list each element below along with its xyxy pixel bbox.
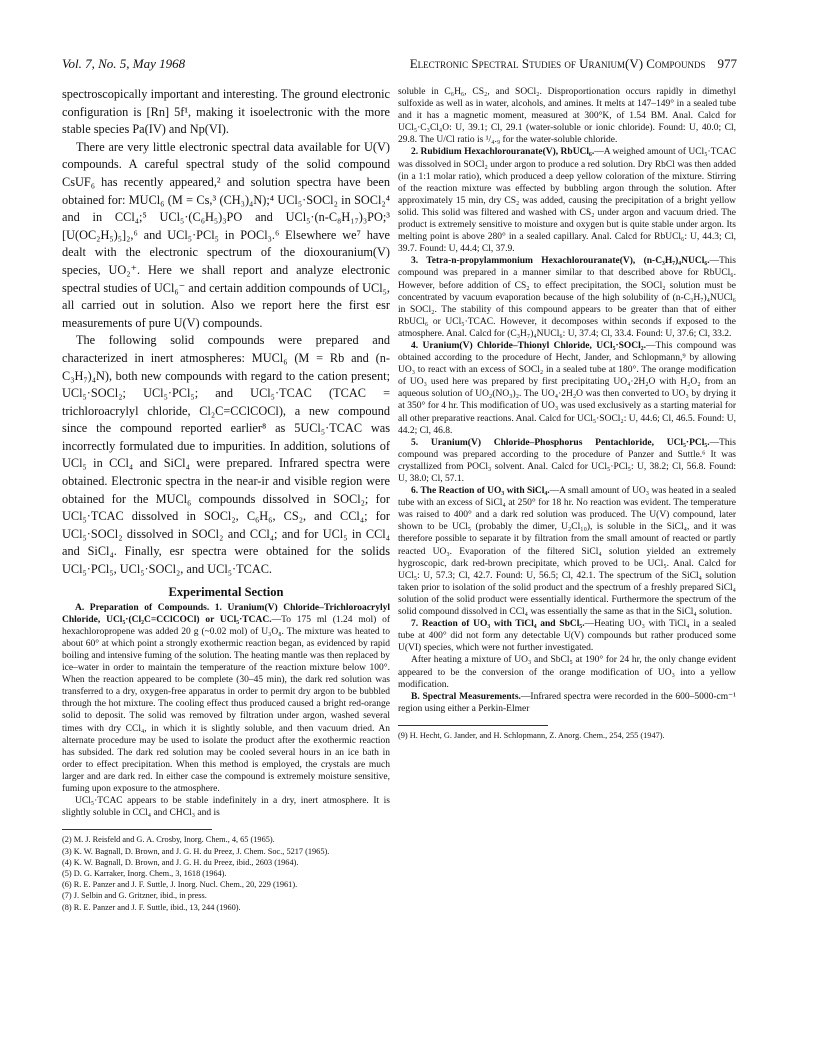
footnote: (6) R. E. Panzer and J. F. Suttle, J. Inorg. Nucl. Chem., 20, 229 (1961). (62, 880, 298, 890)
footnote-rule (398, 725, 548, 726)
running-header (62, 56, 737, 76)
paragraph-text: —This compound was obtained according to the procedure of Hecht, Jander, and Schlopmann,⁹ by allowing UO₃ to react with an excess of SOCl₂ in a sealed tube at 180°. The orange modification of UO₃ used here was prepared by first precipitating UO₄·2H₂O with H₂O₂ from an aqueous solution of UO₂(NO₃)₂. The UO₄·2H₂O was then converted to UO₃ by drying it at 350° for 4 hr. This modification of UO₃ was used exclusively as a starting material for all other preparative reactions. Anal. Calcd for UCl₅·SOCl₂: U, 44.6; Cl, 46.5. Found: U, 44.2; Cl, 46.8. (398, 340, 736, 436)
footnote: (8) R. E. Panzer and J. F. Suttle, ibid., 13, 244 (1960). (62, 902, 241, 912)
experimental-paragraph (62, 602, 390, 796)
section-heading: Experimental Section (168, 584, 284, 599)
footnote: (4) K. W. Bagnall, D. Brown, and J. G. H. du Preez, ibid., 2603 (1964). (62, 857, 299, 867)
subsection-title: A. Preparation of Compounds. 1. Uranium(V) Chloride–Trichloroacrylyl Chloride, UCl₅·(Cl₂C=CClCOCl) or UCl₅·TCAC. (62, 602, 390, 625)
footnote: (2) M. J. Reisfeld and G. A. Crosby, Inorg. Chem., 4, 65 (1965). (62, 835, 275, 845)
right-column (398, 86, 736, 741)
paragraph-text: —A weighed amount of UCl₅·TCAC was dissolved in SOCl₂ under argon to produce a red solution. Dry RbCl was then added (in a 1:1 molar ratio), which produced a deep yellow coloration of the mixture. Stirring of the reaction mixture was effected by bubbling argon through the solution. After approximately 15 min, dry CS₂ was added, causing the precipitation of a bright yellow solid. This solid was filtered and washed with CS₂ under argon and vacuum dried. The product is extremely sensitive to moisture and oxygen but is quite stable under argon. Its melting point is above 280° in a sealed capillary. Anal. Calcd for RbUCl₆: U, 44.3; Cl, 39.7. Found: U, 44.4; Cl, 37.9. (398, 147, 737, 255)
experimental-paragraph (398, 255, 736, 340)
paragraph: After heating a mixture of UO₃ and SbCl₅ at 190° for 24 hr, the only change evident appeared to be the conversion of the orange modification of UO₃ into a yellow modification. (398, 655, 736, 690)
subsection-title: 3. Tetra-n-propylammonium Hexachlorouranate(V), (n-C₃H₇)₄NUCl₆. (411, 256, 710, 267)
experimental-paragraph (398, 618, 736, 654)
paragraph-text: —This compound was prepared in a manner similar to that described above for RbUCl₆. However, before addition of CS₂ to effect precipitation, the SOCl₂ solution must be concentrated by vacuum evaporation because of the high solubility of (n-C₃H₇)₄NUCl₆ in SOCl₂. The stability of this compound appears to be greater than that of either RbUCl₆ or UCl₅·TCAC. However, it decomposes within seconds if exposed to the atmosphere. Anal. Calcd for (C₃H₇)₄NUCl₆: U, 37.4; Cl, 33.4. Found: U, 37.6; Cl, 33.2. (398, 256, 736, 339)
paragraph: UCl₅·TCAC appears to be stable indefinitely in a dry, inert atmosphere. It is slightly soluble in CCl₄ and CHCl₃ and is (62, 796, 390, 819)
experimental-paragraph (398, 340, 736, 437)
footnotes (62, 834, 390, 912)
page-number: 977 (717, 56, 737, 71)
paragraph-text: —This compound was prepared according to the procedure of Panzer and Suttle.⁶ It was crystallized from POCl₃ solvent. Anal. Calcd for UCl₅·PCl₅: U, 38.2; Cl, 56.8. Found: U, 38.0; Cl, 57.1. (398, 437, 736, 484)
paragraph: spectroscopically important and interesting. The ground electronic configuration is [Rn] 5f¹, making it isoelectronic with the more stable species Pa(IV) and Np(VI). (62, 87, 390, 137)
experimental-paragraph (398, 146, 736, 255)
paragraph: The following solid compounds were prepared and characterized in inert atmospheres: MUCl₆ (M = Rb and (n-C₃H₇)₄N), both new compounds with regard to the cation present; UCl₅·SOCl₂; UCl₅·PCl₅; and UCl₅·TCAC (TCAC = trichloroacrylyl chloride, Cl₂C=CClCOCl), a new compound since the compound reported earlier⁸ as 5UCl₅·TCAC was incorrectly formulated due to impurities. In addition, solutions of UCl₅ in CCl₄ and SiCl₄ were prepared. Infrared spectra were obtained. Electronic spectra in the near-ir and visible region were obtained for the MUCl₆ compounds dissolved in SOCl₂; for UCl₅·TCAC dissolved in SOCl₂, C₆H₆, CS₂, and CCl₄; for UCl₅·SOCl₂ dissolved in SOCl₂ and CCl₄; and for UCl₅ in CCl₄ and SiCl₄. Finally, esr spectra were obtained for the solids UCl₅·PCl₅, UCl₅·SOCl₂, and UCl₅·TCAC. (62, 333, 390, 577)
experimental-paragraph (398, 437, 736, 485)
subsection-title: 7. Reaction of UO₃ with TiCl₄ and SbCl₅. (411, 619, 585, 630)
footnote: (5) D. G. Karraker, Inorg. Chem., 3, 1618 (1964). (62, 868, 227, 878)
subsection-title: 5. Uranium(V) Chloride–Phosphorus Pentachloride, UCl₅·PCl₅. (411, 437, 710, 448)
footnote-rule (62, 829, 212, 830)
paragraph-text: —Infrared spectra were recorded in the 600–5000-cm⁻¹ region using either a Perkin-Elmer (398, 691, 736, 714)
footnote: (9) H. Hecht, G. Jander, and H. Schlopmann, Z. Anorg. Chem., 254, 255 (1947). (398, 730, 665, 740)
subsection-title: 6. The Reaction of UO₃ with SiCl₄. (411, 486, 550, 497)
running-title: Electronic Spectral Studies of Uranium(V) Compounds (409, 56, 706, 71)
subsection-title: B. Spectral Measurements. (411, 691, 521, 702)
paragraph: soluble in C₆H₆, CS₂, and SOCl₂. Disproportionation occurs rapidly in dimethyl sulfoxide as well as in water, alcohols, and amines. It melts at 147–149° in a sealed tube and it has a magnetic moment, measured at 300°K, of 1.54 BM. Anal. Calcd for UCl₅·C₃Cl₄O: U, 39.1; Cl, 29.1 (water-soluble or ionic chloride). Found: U, 40.0; Cl, 29.8. The U/Cl ratio is ¹/₄.₉ for the water-soluble chloride. (398, 87, 736, 146)
header-right (410, 56, 737, 72)
subsection-title: 4. Uranium(V) Chloride–Thionyl Chloride, UCl₅·SOCl₂. (411, 340, 647, 351)
paragraph-text: —A small amount of UO₃ was heated in a sealed tube with an excess of SiCl₄ at 250° for 18 hr. No reaction was evident. The temperature was raised to 400° and a dark red solution was produced. The U(V) compound, later shown to be UCl₅ (probably the dimer, U₂Cl₁₀), is soluble in the SiCl₄, and it was therefore possible to separate it by filtration from the small amount of reacted or partly reacted UO₃. Evaporation of the filtered SiCl₄ solution yielded an extremely hygroscopic, dark red-brown precipitate, which proved to be UCl₅. Anal. Calcd for UCl₅: U, 57.3; Cl, 42.7. Found: U, 56.5; Cl, 42.1. The spectrum of the SiCl₄ solution taken prior to isolation of the solid product and the spectrum of a freshly prepared SiCl₄ solution of the solid product were essentially identical. Furthermore the spectrum of the solid compound dissolved in CCl₄ was essentially the same as that in the SiCl₄ solution. (398, 486, 736, 618)
paragraph-text: —Heating UO₃ with TiCl₄ in a sealed tube at 400° did not form any detectable U(V) compounds but rather produced some U(VI) species, which were not further investigated. (398, 619, 736, 654)
journal-info: Vol. 7, No. 5, May 1968 (62, 56, 186, 71)
footnote: (3) K. W. Bagnall, D. Brown, and J. G. H. du Preez, J. Chem. Soc., 5217 (1965). (62, 846, 330, 856)
paragraph: There are very little electronic spectral data available for U(V) compounds. A careful spectral study of the solid compound CsUF₆ has recently appeared,² and solution spectra have been obtained for: MUCl₆ (M = Cs,³ (CH₃)₄N);⁴ UCl₅·SOCl₂ in SOCl₂⁴ and in CCl₄;⁵ UCl₅·(C₆H₅)₃PO and UCl₅·(n-C₈H₁₇)₃PO;³ [U(OC₂H₅)₅]₂,⁶ and UCl₅·PCl₅ in POCl₃.⁶ Elsewhere we⁷ have dealt with the electronic spectrum of the dioxouranium(V) species, UO₂⁺. Here we shall report and analyze electronic spectral studies of UCl₆⁻ and certain addition compounds of UCl₅, all carried out in solution. Also we report here the first esr measurements of pure U(V) compounds. (62, 139, 390, 330)
experimental-paragraph (398, 485, 736, 618)
subsection-title: 2. Rubidium Hexachlorouranate(V), RbUCl₆. (411, 147, 595, 158)
paragraph-text: —To 175 ml (1.24 mol) of hexachloropropene was added 20 g (~0.02 mol) of U₃O₈. The mixture was heated to about 60° at which point a strongly exothermic reaction began, as evidenced by rapid boiling and intensive fuming of the solution. The heating mantle was then replaced by ice–water in order to maintain the temperature of the reaction mixture below 100°. When the reaction appeared to be complete (30–45 min), the dark red solution was transferred to a dry, oxygen-free apparatus in order to permit dry argon to be bubbled through the hot mixture. The cooling effect thus produced caused a bright red-orange solid to deposit. The solid was removed by filtration under argon, washed several times with dry CCl₄, in which it is slightly soluble, and then vacuum dried. An alternate procedure may be used to isolate the product after the exothermic reaction has subsided. The dark red solution may be cooled several hours in an ice bath in order to effect precipitation. When this method is employed, the crystals are much larger and are dark red. In either case the compound is extremely moisture sensitive, fuming upon exposure to the atmosphere. (62, 614, 390, 795)
experimental-paragraph (398, 691, 736, 715)
footnote: (7) J. Selbin and G. Gritzner, ibid., in press. (62, 891, 207, 901)
left-column (62, 86, 390, 913)
